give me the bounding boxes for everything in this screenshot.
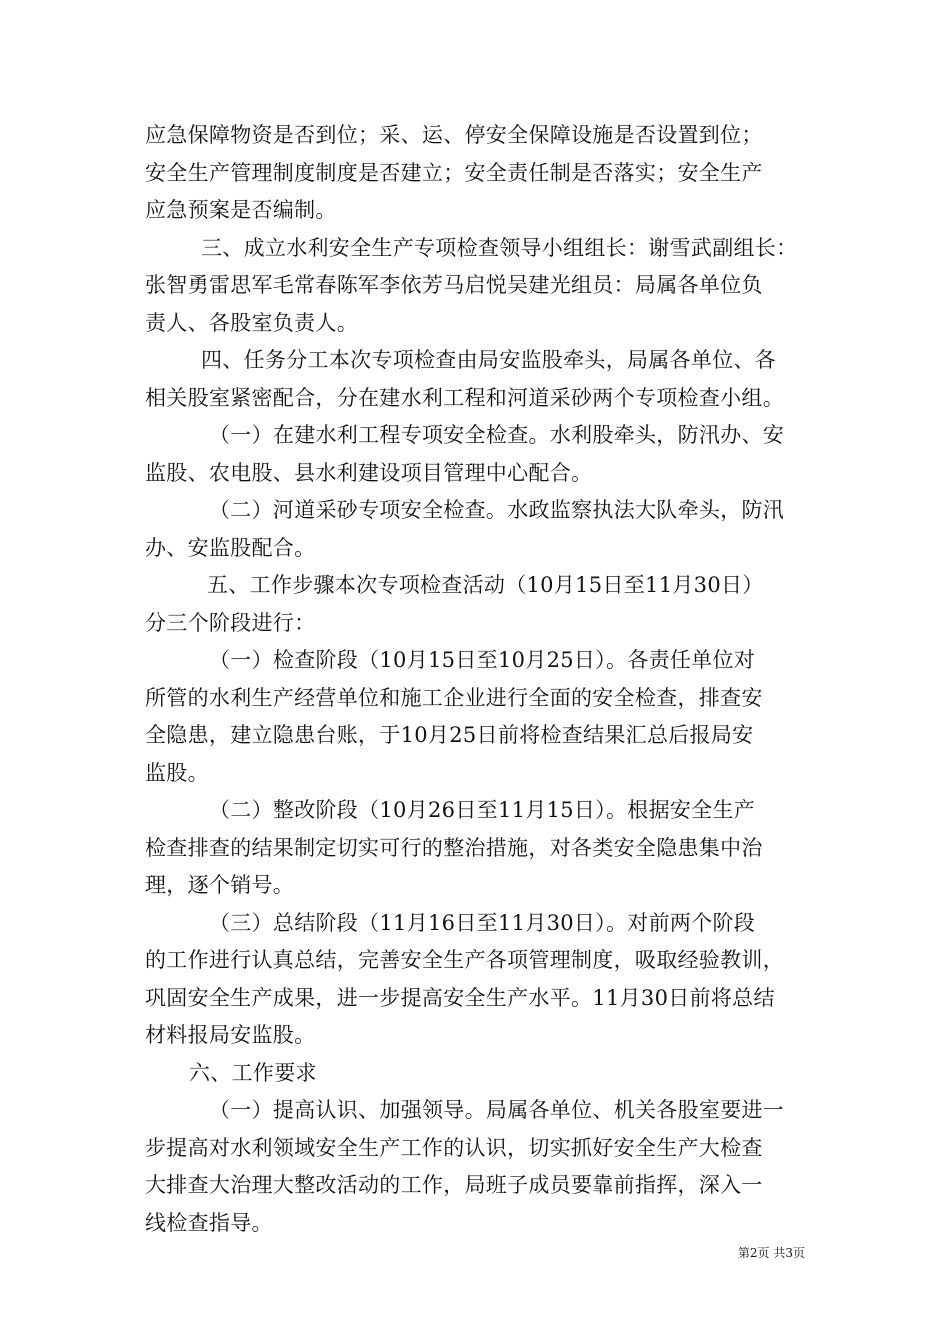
page-number: 第2页 共3页 — [737, 1246, 805, 1260]
body-line: 巩固安全生产成果，进一步提高安全生产水平。11月30日前将总结 — [145, 985, 775, 1010]
section-heading-5: 五、工作步骤本次专项检查活动（10月15日至11月30日） — [207, 573, 764, 597]
section-heading-6: 六、工作要求 — [189, 1060, 317, 1085]
body-line: 检查排查的结果制定切实可行的整治措施，对各类安全隐患集中治 — [145, 835, 763, 860]
subsection-line: （二）河道采砂专项安全检查。水政监察执法大队牵头，防汛 — [209, 498, 785, 522]
body-line: 监股。 — [145, 760, 209, 785]
body-line: 监股、农电股、县水利建设项目管理中心配合。 — [145, 460, 593, 485]
body-line: 全隐患，建立隐患台账，于10月25日前将检查结果汇总后报局安 — [145, 723, 754, 747]
body-line: 责人、各股室负责人。 — [145, 310, 358, 335]
body-line: 大排查大治理大整改活动的工作，局班子成员要靠前指挥，深入一 — [145, 1173, 763, 1197]
subsection-line: （一）提高认识、加强领导。局属各单位、机关各股室要进一 — [209, 1098, 785, 1122]
body-line: 理，逐个销号。 — [145, 873, 295, 897]
subsection-line: （三）总结阶段（11月16日至11月30日）。对前两个阶段 — [209, 910, 756, 935]
subsection-line: （一）在建水利工程专项安全检查。水利股牵头，防汛办、安 — [209, 423, 785, 447]
body-line: 分三个阶段进行： — [145, 610, 316, 635]
document-body — [145, 117, 815, 1242]
body-line: 的工作进行认真总结，完善安全生产各项管理制度，吸取经验教训， — [145, 948, 784, 972]
body-line: 安全生产管理制度制度是否建立；安全责任制是否落实；安全生产 — [145, 160, 763, 185]
body-line: 材料报局安监股。 — [145, 1023, 316, 1047]
body-line: 张智勇雷思军毛常春陈军李依芳马启悦吴建光组员：局属各单位负 — [145, 273, 763, 297]
body-line: 应急保障物资是否到位；采、运、停安全保障设施是否设置到位； — [145, 123, 763, 147]
subsection-line: （一）检查阶段（10月15日至10月25日）。各责任单位对 — [209, 648, 756, 672]
body-line: 相关股室紧密配合，分在建水利工程和河道采砂两个专项检查小组。 — [145, 385, 784, 410]
section-heading-3: 三、成立水利安全生产专项检查领导小组组长：谢雪武副组长： — [201, 235, 798, 260]
section-heading-4: 四、任务分工本次专项检查由局安监股牵头，局属各单位、各 — [201, 348, 777, 372]
body-line: 应急预案是否编制。 — [145, 198, 337, 222]
body-line: 线检查指导。 — [145, 1210, 273, 1235]
body-line: 步提高对水利领域安全生产工作的认识，切实抓好安全生产大检查 — [145, 1135, 763, 1160]
body-line: 所管的水利生产经营单位和施工企业进行全面的安全检查，排查安 — [145, 685, 763, 710]
subsection-line: （二）整改阶段（10月26日至11月15日）。根据安全生产 — [209, 798, 756, 822]
body-line: 办、安监股配合。 — [145, 535, 316, 560]
